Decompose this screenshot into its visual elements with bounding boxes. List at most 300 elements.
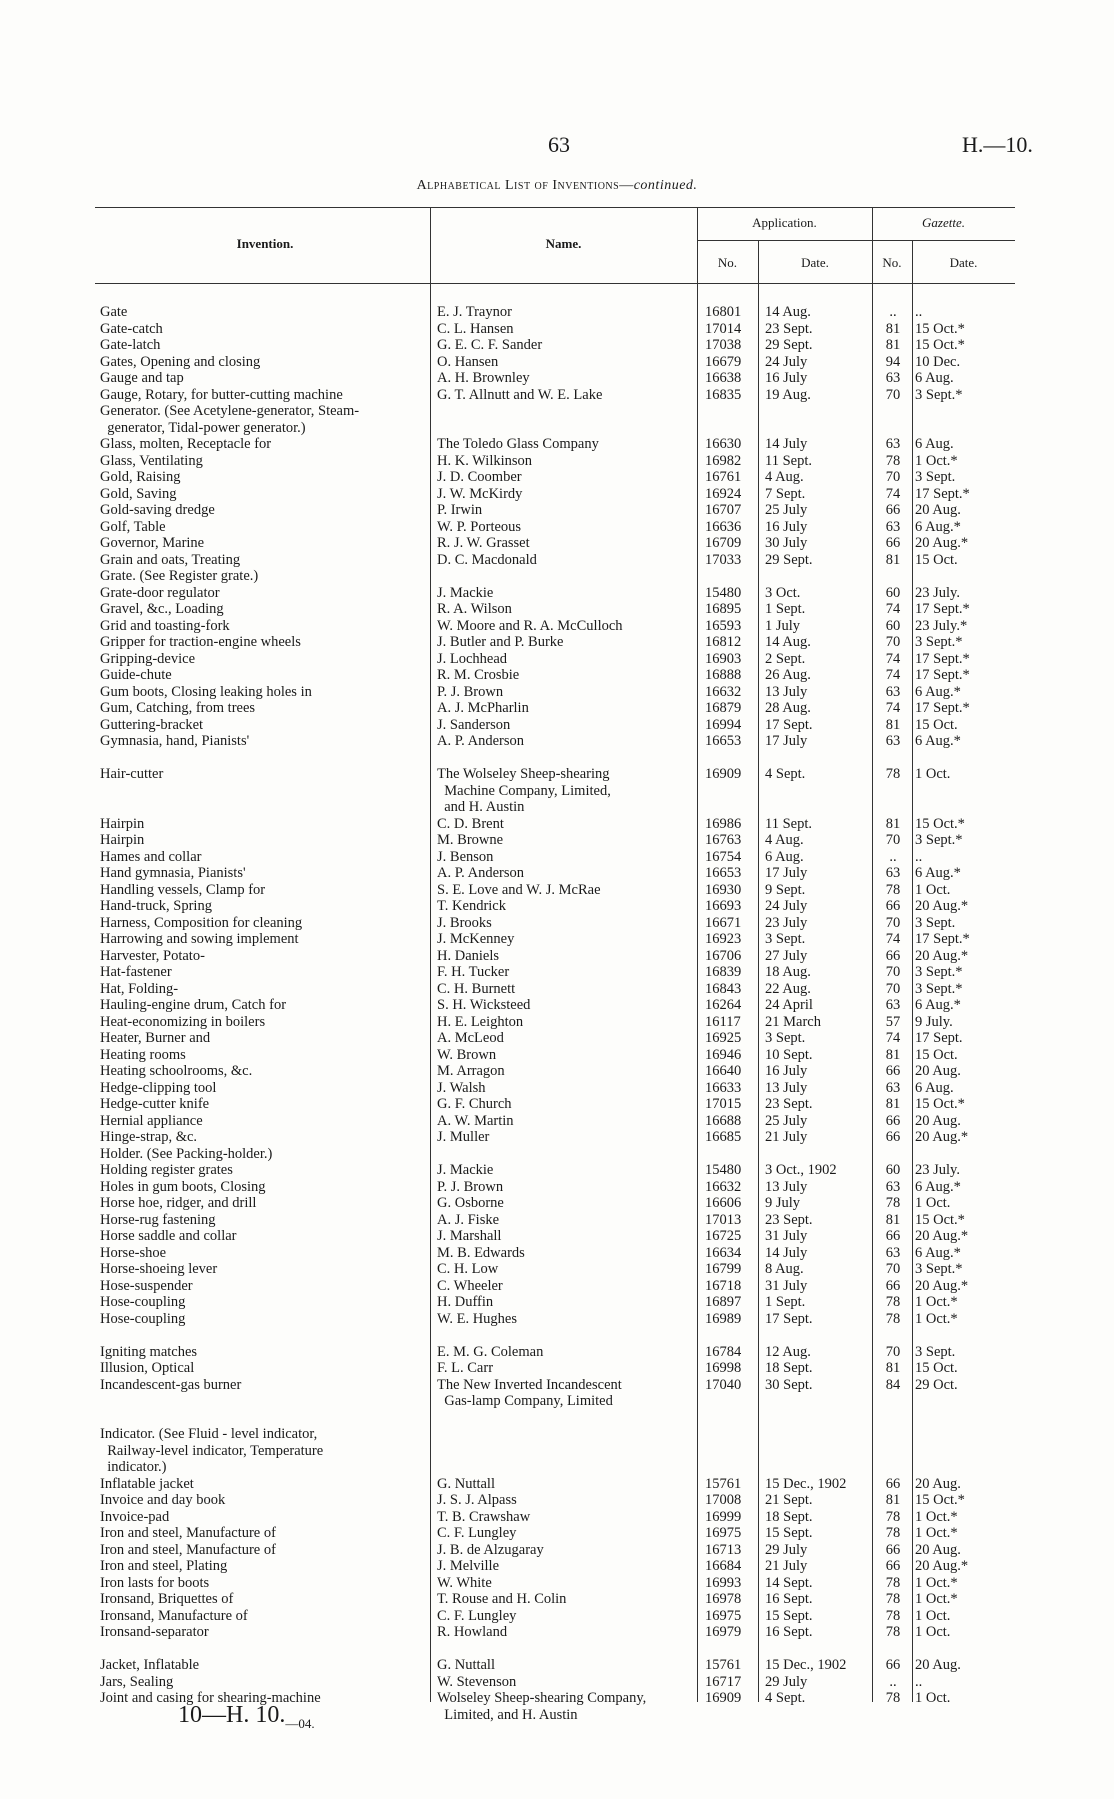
- gazette-date-cell: 1 Oct.: [915, 881, 951, 898]
- application-number-cell: 16707: [705, 502, 742, 518]
- name-cell: G. Nuttall: [437, 1657, 495, 1673]
- name-cell: J. W. McKirdy: [437, 485, 523, 502]
- name-cell: F. H. Tucker: [437, 964, 510, 980]
- invention-cell: Hedge-clipping tool: [100, 1079, 217, 1096]
- application-number-cell: 16717: [705, 1673, 742, 1690]
- invention-cell: Heating rooms: [100, 1046, 186, 1063]
- table-row: [0, 1311, 1114, 1328]
- gazette-number-cell: 70: [885, 469, 901, 485]
- invention-cell: Iron and steel, Manufacture of: [100, 1525, 276, 1541]
- application-date-cell: 24 July: [765, 898, 808, 914]
- invention-cell: Gold, Saving: [100, 485, 177, 502]
- table-row: [0, 321, 1114, 338]
- invention-cell: Inflatable jacket: [100, 1475, 194, 1492]
- list-title: [0, 178, 1114, 194]
- gazette-date-cell: 3 Sept.*: [915, 386, 963, 403]
- invention-cell: generator, Tidal-power generator.): [100, 419, 306, 436]
- application-number-cell: 16999: [705, 1508, 742, 1525]
- application-number-cell: 16763: [705, 832, 742, 848]
- invention-cell: Horse-shoeing lever: [100, 1261, 218, 1277]
- invention-cell: Iron lasts for boots: [100, 1574, 210, 1591]
- table-row: [0, 1608, 1114, 1625]
- application-number-cell: 16638: [705, 370, 742, 386]
- application-number-cell: 16693: [705, 898, 742, 914]
- gazette-number-cell: 66: [885, 947, 901, 964]
- application-number-cell: 16606: [705, 1195, 742, 1211]
- application-date-cell: 17 Sept.: [765, 1310, 813, 1327]
- table-row: [0, 766, 1114, 783]
- table-row: [0, 948, 1114, 965]
- invention-cell: Jars, Sealing: [100, 1673, 174, 1690]
- gazette-number-cell: 78: [885, 881, 901, 898]
- invention-cell: Incandescent-gas burner: [100, 1376, 242, 1393]
- name-cell: G. Nuttall: [437, 1475, 495, 1492]
- table-row: [0, 552, 1114, 569]
- footer-mark-main: 10—H. 10.: [178, 1702, 286, 1728]
- gazette-date-cell: 15 Oct.*: [915, 1096, 965, 1112]
- application-date-cell: 1 Sept.: [765, 601, 806, 617]
- table-row: [0, 1228, 1114, 1245]
- application-number-cell: 16895: [705, 601, 742, 617]
- application-date-cell: 16 Sept.: [765, 1624, 813, 1640]
- invention-cell: Horse-rug fastening: [100, 1211, 216, 1228]
- name-cell: W. Moore and R. A. McCulloch: [437, 617, 623, 634]
- gazette-date-cell: 23 July.*: [915, 617, 968, 634]
- name-cell: J. Melville: [437, 1558, 500, 1574]
- application-date-cell: 15 Sept.: [765, 1607, 813, 1624]
- gazette-date-cell: 3 Sept.*: [915, 980, 963, 997]
- gazette-date-cell: 6 Aug.: [915, 370, 954, 386]
- application-date-cell: 22 Aug.: [765, 980, 811, 997]
- application-number-cell: 16671: [705, 914, 742, 931]
- gazette-date-cell: 17 Sept.*: [915, 601, 970, 617]
- table-row: [0, 1542, 1114, 1559]
- application-date-cell: 28 Aug.: [765, 700, 811, 716]
- name-cell: G. F. Church: [437, 1096, 512, 1112]
- name-cell: G. T. Allnutt and W. E. Lake: [437, 386, 603, 403]
- gazette-number-cell: 81: [885, 1492, 901, 1508]
- table-row: [0, 1245, 1114, 1262]
- gazette-number-cell: 74: [885, 650, 901, 667]
- gazette-number-cell: 78: [885, 1607, 901, 1624]
- table-row: [0, 667, 1114, 684]
- application-number-cell: 16801: [705, 304, 742, 320]
- gazette-date-cell: 15 Oct.*: [915, 320, 965, 337]
- invention-cell: Ironsand, Manufacture of: [100, 1607, 248, 1624]
- invention-cell: Gates, Opening and closing: [100, 353, 261, 370]
- application-date-cell: 13 July: [765, 1178, 808, 1195]
- application-date-cell: 11 Sept.: [765, 815, 812, 832]
- application-number-cell: 16653: [705, 865, 742, 881]
- application-number-cell: 17033: [705, 551, 742, 568]
- table-row: [0, 453, 1114, 470]
- table-row: [0, 1278, 1114, 1295]
- invention-cell: Gate-latch: [100, 337, 161, 353]
- invention-cell: Hinge-strap, &c.: [100, 1129, 198, 1145]
- name-cell: H. K. Wilkinson: [437, 452, 533, 469]
- gazette-number-cell: 74: [885, 601, 901, 617]
- name-cell: C. H. Burnett: [437, 980, 516, 997]
- table-row: [0, 1459, 1114, 1476]
- application-number-cell: 17038: [705, 337, 742, 353]
- gazette-number-cell: 78: [885, 1310, 901, 1327]
- application-date-cell: 4 Aug.: [765, 832, 804, 848]
- name-cell: J. Brooks: [437, 914, 492, 931]
- name-cell: H. Duffin: [437, 1294, 494, 1310]
- table-row: [0, 585, 1114, 602]
- gazette-date-cell: 1 Oct.: [915, 1195, 951, 1211]
- gazette-number-cell: 70: [885, 1343, 901, 1360]
- name-cell: The New Inverted Incandescent: [437, 1376, 622, 1393]
- application-number-cell: 16982: [705, 452, 742, 469]
- gazette-number-cell: 74: [885, 485, 901, 502]
- application-number-cell: 16979: [705, 1624, 742, 1640]
- gazette-number-cell: 78: [885, 1690, 901, 1706]
- gazette-number-cell: 66: [885, 898, 901, 914]
- gazette-number-cell: 70: [885, 1261, 901, 1277]
- gazette-number-cell: 81: [885, 815, 901, 832]
- gazette-number-cell: 81: [885, 337, 901, 353]
- invention-cell: Grain and oats, Treating: [100, 551, 241, 568]
- gazette-date-cell: 1 Oct.: [915, 766, 951, 782]
- table-row: [0, 783, 1114, 800]
- table-row: [0, 634, 1114, 651]
- table-row: [0, 1179, 1114, 1196]
- invention-cell: Governor, Marine: [100, 535, 205, 551]
- table-row: [0, 700, 1114, 717]
- gazette-number-cell: 74: [885, 700, 901, 716]
- gazette-date-cell: 20 Aug.: [915, 1541, 961, 1558]
- application-date-cell: 25 July: [765, 1112, 808, 1129]
- name-cell: F. L. Carr: [437, 1360, 494, 1376]
- header-bottom-rule: [95, 283, 1015, 284]
- header-gaz-date: Date.: [949, 255, 978, 270]
- application-number-cell: 16633: [705, 1079, 742, 1096]
- application-date-cell: 14 Sept.: [765, 1574, 813, 1591]
- gazette-number-cell: 63: [885, 370, 901, 386]
- invention-cell: Hedge-cutter knife: [100, 1096, 210, 1112]
- application-number-cell: 16925: [705, 1030, 742, 1046]
- application-date-cell: 10 Sept.: [765, 1046, 813, 1063]
- application-number-cell: 16843: [705, 980, 742, 997]
- name-cell: R. J. W. Grasset: [437, 535, 530, 551]
- gazette-number-cell: 66: [885, 1558, 901, 1574]
- table-row: [0, 1657, 1114, 1674]
- gazette-number-cell: 63: [885, 1079, 901, 1096]
- table-row: [0, 387, 1114, 404]
- gazette-date-cell: 20 Aug.*: [915, 1558, 969, 1574]
- name-cell: J. Walsh: [437, 1079, 486, 1096]
- list-title-suffix: continued.: [633, 178, 698, 193]
- application-date-cell: 26 Aug.: [765, 667, 811, 683]
- table-row: [0, 717, 1114, 734]
- invention-cell: Hauling-engine drum, Catch for: [100, 997, 287, 1013]
- gazette-number-cell: 78: [885, 1591, 901, 1607]
- table-top-rule: [95, 207, 1015, 208]
- table-row: [0, 1129, 1114, 1146]
- invention-cell: Golf, Table: [100, 518, 166, 535]
- invention-cell: Guttering-bracket: [100, 716, 204, 733]
- gazette-date-cell: 6 Aug.: [915, 436, 954, 452]
- invention-cell: Gate-catch: [100, 320, 163, 337]
- application-number-cell: 16909: [705, 766, 742, 782]
- invention-cell: Heater, Burner and: [100, 1030, 211, 1046]
- application-number-cell: 16634: [705, 1244, 742, 1261]
- gazette-number-cell: 66: [885, 1228, 901, 1244]
- name-cell: J. McKenney: [437, 931, 515, 947]
- gazette-number-cell: 74: [885, 931, 901, 947]
- gazette-number-cell: 66: [885, 1475, 901, 1492]
- table-row: [0, 816, 1114, 833]
- gazette-date-cell: ..: [915, 304, 923, 320]
- gazette-number-cell: 70: [885, 980, 901, 997]
- application-date-cell: 16 July: [765, 1063, 808, 1079]
- gazette-date-cell: 6 Aug.*: [915, 683, 961, 700]
- gazette-number-cell: 60: [885, 1162, 901, 1178]
- invention-cell: Igniting matches: [100, 1343, 198, 1360]
- header-invention: Invention.: [236, 236, 294, 251]
- invention-cell: Ironsand-separator: [100, 1624, 209, 1640]
- name-cell: A. J. McPharlin: [437, 700, 529, 716]
- gazette-date-cell: 6 Aug.*: [915, 1244, 961, 1261]
- application-number-cell: 16117: [705, 1013, 741, 1030]
- page-number: 63: [548, 132, 570, 157]
- application-number-cell: 17015: [705, 1096, 742, 1112]
- table-row: [0, 1063, 1114, 1080]
- application-date-cell: 24 April: [765, 997, 813, 1013]
- invention-cell: Handling vessels, Clamp for: [100, 881, 266, 898]
- table-row: [0, 420, 1114, 437]
- gazette-number-cell: 63: [885, 997, 901, 1013]
- application-date-cell: 4 Sept.: [765, 766, 806, 782]
- application-date-cell: 18 Sept.: [765, 1360, 813, 1376]
- gazette-number-cell: 66: [885, 1277, 901, 1294]
- application-date-cell: 15 Dec., 1902: [765, 1657, 847, 1673]
- invention-cell: Hand-truck, Spring: [100, 898, 212, 914]
- table-row: [0, 1212, 1114, 1229]
- application-number-cell: 16839: [705, 964, 742, 980]
- application-date-cell: 21 July: [765, 1129, 808, 1145]
- table-row: [0, 931, 1114, 948]
- table-row: [0, 1624, 1114, 1641]
- table-row: [0, 651, 1114, 668]
- application-number-cell: 16706: [705, 947, 742, 964]
- application-subrule: [697, 240, 1015, 241]
- name-cell: C. D. Brent: [437, 815, 504, 832]
- table-row: [0, 568, 1114, 585]
- application-number-cell: 17013: [705, 1211, 742, 1228]
- gazette-date-cell: 1 Oct.: [915, 1624, 951, 1640]
- name-cell: J. Muller: [437, 1129, 490, 1145]
- gazette-date-cell: 1 Oct.*: [915, 1525, 958, 1541]
- gazette-number-cell: ..: [889, 848, 897, 865]
- application-date-cell: 29 July: [765, 1673, 808, 1690]
- application-number-cell: 16812: [705, 634, 742, 650]
- application-date-cell: 14 July: [765, 436, 808, 452]
- gazette-number-cell: 94: [885, 353, 901, 370]
- gazette-date-cell: 1 Oct.*: [915, 1310, 958, 1327]
- application-number-cell: 16930: [705, 881, 742, 898]
- name-cell: P. J. Brown: [437, 1178, 504, 1195]
- gazette-number-cell: 78: [885, 1624, 901, 1640]
- application-date-cell: 6 Aug.: [765, 848, 804, 865]
- application-date-cell: 25 July: [765, 502, 808, 518]
- gazette-date-cell: 15 Oct.: [915, 1360, 958, 1376]
- application-date-cell: 21 July: [765, 1558, 808, 1574]
- application-date-cell: 2 Sept.: [765, 650, 806, 667]
- name-cell: T. B. Crawshaw: [437, 1508, 531, 1525]
- gazette-date-cell: 6 Aug.: [915, 1079, 954, 1096]
- invention-cell: Hand gymnasia, Pianists': [100, 865, 246, 881]
- footer-mark-sub: —04.: [285, 1715, 315, 1731]
- invention-cell: Holding register grates: [100, 1162, 233, 1178]
- gazette-number-cell: 70: [885, 634, 901, 650]
- invention-cell: Hames and collar: [100, 848, 202, 865]
- header-app-date: Date.: [801, 255, 829, 270]
- invention-cell: Invoice and day book: [100, 1492, 226, 1508]
- table-row: [0, 535, 1114, 552]
- name-cell: J. Benson: [437, 848, 494, 865]
- name-cell: A. W. Martin: [437, 1112, 514, 1129]
- gazette-number-cell: 63: [885, 518, 901, 535]
- gazette-date-cell: 3 Sept.: [915, 469, 956, 485]
- gazette-number-cell: 70: [885, 386, 901, 403]
- gazette-number-cell: 74: [885, 1030, 901, 1046]
- application-date-cell: 13 July: [765, 683, 808, 700]
- application-date-cell: 21 March: [765, 1013, 821, 1030]
- table-row: [0, 403, 1114, 420]
- application-number-cell: 15761: [705, 1475, 742, 1492]
- application-number-cell: 16718: [705, 1277, 742, 1294]
- table-row: [0, 750, 1114, 767]
- invention-cell: Guide-chute: [100, 667, 172, 683]
- application-number-cell: 16636: [705, 518, 742, 535]
- application-number-cell: 16879: [705, 700, 742, 716]
- name-cell: Wolseley Sheep-shearing Company,: [437, 1690, 647, 1706]
- application-date-cell: 29 Sept.: [765, 337, 813, 353]
- gazette-number-cell: 60: [885, 584, 901, 601]
- gazette-date-cell: 20 Aug.: [915, 1657, 961, 1673]
- table-row: [0, 1096, 1114, 1113]
- application-date-cell: 23 Sept.: [765, 1211, 813, 1228]
- name-cell: C. Wheeler: [437, 1277, 503, 1294]
- invention-cell: Heat-economizing in boilers: [100, 1013, 266, 1030]
- table-row: [0, 1558, 1114, 1575]
- application-date-cell: 3 Sept.: [765, 931, 806, 947]
- table-row: [0, 1410, 1114, 1427]
- invention-cell: Hat, Folding-: [100, 980, 179, 997]
- table-row: [0, 354, 1114, 371]
- gazette-date-cell: 1 Oct.*: [915, 1591, 958, 1607]
- application-date-cell: 13 July: [765, 1079, 808, 1096]
- gazette-date-cell: 15 Oct.*: [915, 815, 965, 832]
- gazette-date-cell: 20 Aug.: [915, 1112, 961, 1129]
- footer-mark: [178, 1702, 315, 1732]
- gazette-date-cell: 20 Aug.*: [915, 1277, 969, 1294]
- gazette-date-cell: 29 Oct.: [915, 1376, 958, 1393]
- application-number-cell: 16593: [705, 617, 742, 634]
- gazette-date-cell: 23 July.: [915, 1162, 960, 1178]
- application-date-cell: 3 Oct., 1902: [765, 1162, 837, 1178]
- table-row: [0, 1707, 1114, 1724]
- gazette-number-cell: 63: [885, 733, 901, 749]
- gazette-date-cell: 15 Oct.*: [915, 337, 965, 353]
- name-cell: J. Mackie: [437, 1162, 494, 1178]
- name-cell: J. Mackie: [437, 584, 494, 601]
- invention-cell: Gold, Raising: [100, 469, 181, 485]
- gazette-date-cell: 15 Oct.: [915, 1046, 958, 1063]
- application-number-cell: 16975: [705, 1607, 742, 1624]
- name-cell: E. M. G. Coleman: [437, 1343, 544, 1360]
- application-number-cell: 16685: [705, 1129, 742, 1145]
- gazette-date-cell: ..: [915, 1673, 923, 1690]
- name-cell: J. D. Coomber: [437, 469, 522, 485]
- gazette-date-cell: 10 Dec.: [915, 353, 961, 370]
- table-row: [0, 601, 1114, 618]
- gazette-date-cell: 6 Aug.*: [915, 733, 961, 749]
- application-date-cell: 3 Sept.: [765, 1030, 806, 1046]
- gazette-date-cell: 20 Aug.*: [915, 1129, 969, 1145]
- gazette-date-cell: 6 Aug.*: [915, 865, 961, 881]
- gazette-number-cell: 81: [885, 320, 901, 337]
- gazette-date-cell: 23 July.: [915, 584, 960, 601]
- gazette-number-cell: 63: [885, 1244, 901, 1261]
- gazette-number-cell: 81: [885, 1211, 901, 1228]
- invention-cell: Iron and steel, Manufacture of: [100, 1541, 276, 1558]
- table-row: [0, 964, 1114, 981]
- table-row: [0, 1294, 1114, 1311]
- invention-cell: Invoice-pad: [100, 1508, 170, 1525]
- application-number-cell: 16709: [705, 535, 742, 551]
- gazette-number-cell: 66: [885, 1112, 901, 1129]
- gazette-number-cell: 70: [885, 964, 901, 980]
- table-row: [0, 1030, 1114, 1047]
- gazette-date-cell: 17 Sept.*: [915, 700, 970, 716]
- list-title-main: Alphabetical List of Inventions—: [416, 178, 634, 193]
- name-cell: J. Sanderson: [437, 716, 511, 733]
- application-number-cell: 16761: [705, 469, 742, 485]
- table-row: [0, 981, 1114, 998]
- invention-cell: Harrowing and sowing implement: [100, 931, 299, 947]
- application-date-cell: 7 Sept.: [765, 485, 806, 502]
- table-row: [0, 832, 1114, 849]
- table-row: [0, 1443, 1114, 1460]
- table-row: [0, 1344, 1114, 1361]
- gazette-number-cell: 81: [885, 1096, 901, 1112]
- table-row: [0, 882, 1114, 899]
- name-cell: J. Butler and P. Burke: [437, 634, 564, 650]
- invention-cell: indicator.): [100, 1459, 167, 1475]
- gazette-date-cell: 20 Aug.*: [915, 535, 969, 551]
- application-number-cell: 16989: [705, 1310, 742, 1327]
- table-row: [0, 1113, 1114, 1130]
- table-row: [0, 799, 1114, 816]
- invention-cell: Illusion, Optical: [100, 1360, 195, 1376]
- name-cell: J. S. J. Alpass: [437, 1492, 517, 1508]
- application-date-cell: 4 Sept.: [765, 1690, 806, 1706]
- invention-cell: Holder. (See Packing-holder.): [100, 1145, 273, 1162]
- application-number-cell: 16784: [705, 1343, 742, 1360]
- application-date-cell: 16 July: [765, 518, 808, 535]
- invention-cell: Gate: [100, 304, 128, 320]
- gazette-number-cell: 78: [885, 1195, 901, 1211]
- application-number-cell: 16630: [705, 436, 742, 452]
- application-number-cell: 16684: [705, 1558, 742, 1574]
- application-date-cell: 1 Sept.: [765, 1294, 806, 1310]
- name-cell: G. Osborne: [437, 1195, 504, 1211]
- name-cell: J. B. de Alzugaray: [437, 1541, 544, 1558]
- name-cell: W. Stevenson: [437, 1673, 517, 1690]
